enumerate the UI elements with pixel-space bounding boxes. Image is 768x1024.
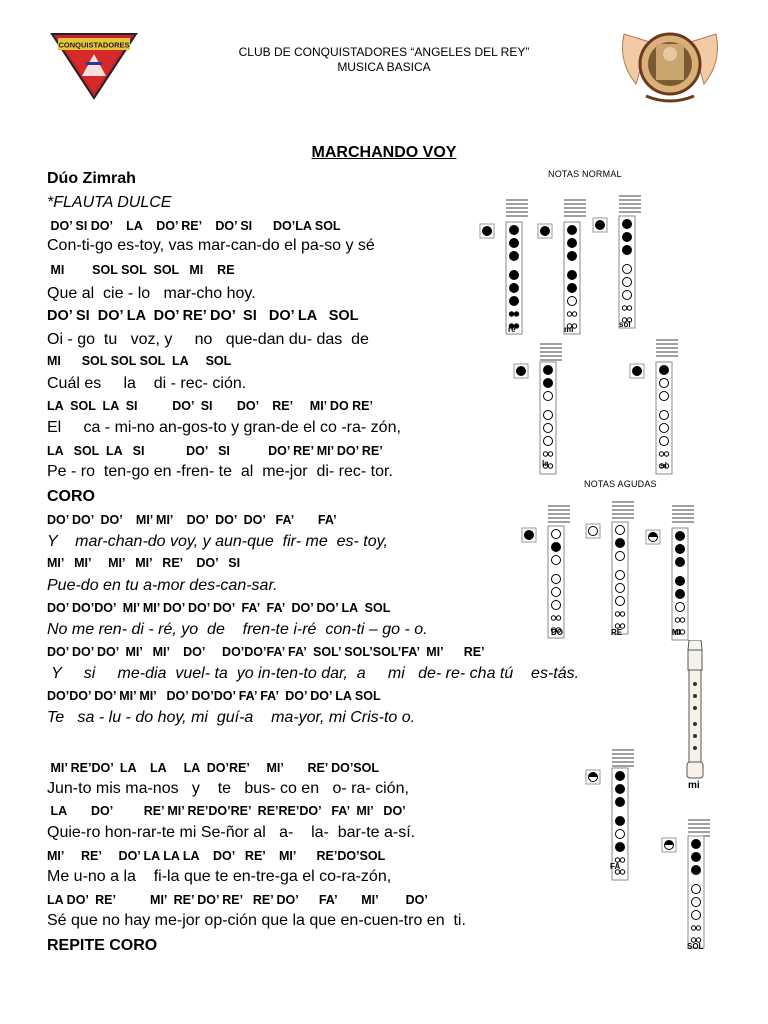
finger-hole [660, 379, 669, 388]
small-hole [622, 306, 626, 310]
thumb-hole [517, 367, 526, 376]
thumb-hole [633, 367, 642, 376]
finger-hole [616, 785, 625, 794]
small-hole [620, 858, 624, 862]
finger-hole [510, 252, 519, 261]
finger-hole [616, 817, 625, 826]
finger-hole [623, 265, 632, 274]
finger-hole [616, 798, 625, 807]
small-hole [543, 452, 547, 456]
notes-line: LA DO’ RE’ MI’ RE’DO’RE’ RE’RE’DO’ FA’ MI’ DO’ [47, 804, 406, 818]
finger-hole [692, 898, 701, 907]
finger-hole [544, 437, 553, 446]
recorder-flute-image [683, 640, 707, 780]
finger-hole [676, 590, 685, 599]
finger-hole [623, 220, 632, 229]
finger-hole [616, 571, 625, 580]
finger-hole [568, 226, 577, 235]
fingering-label: re [508, 325, 516, 334]
finger-hole [676, 577, 685, 586]
small-hole [615, 612, 619, 616]
finger-hole [616, 539, 625, 548]
angeles-del-rey-logo [616, 14, 724, 106]
header-line-1: CLUB DE CONQUISTADORES “ANGELES DEL REY” [238, 45, 530, 59]
lyric-line: Jun-to mis ma-nos y te bus- co en o- ra- ción, [47, 780, 409, 797]
small-hole [509, 312, 513, 316]
finger-hole [544, 424, 553, 433]
finger-hole [623, 278, 632, 287]
notes-line: MI SOL SOL SOL LA SOL [47, 354, 232, 368]
lyric-line: Me u-no a la fi-la que te en-tre-ga el co-ra-zón, [47, 868, 392, 885]
finger-hole [568, 284, 577, 293]
lyric-line: Te sa - lu - do hoy, mi guí-a ma-yor, mi Cris-to o. [47, 709, 416, 726]
finger-hole [552, 530, 561, 539]
finger-hole [676, 558, 685, 567]
finger-hole [660, 411, 669, 420]
lyric-line: Y si me-dia vuel- ta yo in-ten-to dar, a mi de- re- cha tú es-tás. [47, 665, 580, 682]
thumb-hole [541, 227, 550, 236]
coro-heading: CORO [47, 488, 95, 505]
finger-hole [544, 366, 553, 375]
finger-hole [552, 543, 561, 552]
finger-hole [510, 271, 519, 280]
finger-hole [623, 233, 632, 242]
svg-text:CONQUISTADORES: CONQUISTADORES [58, 40, 130, 50]
finger-hole [510, 239, 519, 248]
notes-line: LA SOL LA SI DO’ SI DO’ RE’ MI’ DO’ RE’ [47, 444, 383, 458]
small-hole [567, 312, 571, 316]
finger-hole [692, 885, 701, 894]
finger-hole [692, 866, 701, 875]
finger-hole [676, 532, 685, 541]
lyric-line: El ca - mi-no an-gos-to y gran-de el co -ra- zón, [47, 419, 401, 436]
fingering-label: si [660, 461, 667, 470]
finger-hole [616, 597, 625, 606]
finger-hole [692, 853, 701, 862]
finger-hole [544, 411, 553, 420]
finger-hole [552, 601, 561, 610]
lyric-line: Pue-do en tu a-mor des-can-sar. [47, 577, 278, 594]
fingering-label: RE [611, 628, 623, 637]
finger-hole [568, 252, 577, 261]
finger-hole [616, 830, 625, 839]
notes-line: DO’ DO’ DO’ MI’ MI’ DO’ DO’ DO’ FA’ FA’ [47, 513, 337, 527]
song-title: MARCHANDO VOY [311, 144, 457, 161]
lyric-line: Quie-ro hon-rar-te mi Se-ñor al a- la- bar-te a-sí. [47, 824, 416, 841]
finger-hole [552, 575, 561, 584]
notes-line: MI’ RE’DO’ LA LA LA DO’RE’ MI’ RE’ DO’SOL [47, 761, 379, 775]
small-hole [696, 926, 700, 930]
finger-hole [623, 246, 632, 255]
small-hole [664, 452, 668, 456]
finger-hole [676, 603, 685, 612]
small-hole [680, 630, 684, 634]
notes-line: DO’ SI DO’ LA DO’ RE’ DO’ SI DO’ LA SOL [47, 308, 359, 324]
finger-hole [568, 239, 577, 248]
fingering-diagrams [470, 180, 768, 980]
finger-hole [660, 437, 669, 446]
instrument: *FLAUTA DULCE [47, 194, 172, 211]
svg-text:CLUB: CLUB [112, 80, 129, 86]
finger-hole [544, 379, 553, 388]
notes-line: LA SOL LA SI DO’ SI DO’ RE’ MI’ DO RE’ [47, 399, 373, 413]
repite-coro-heading: REPITE CORO [47, 937, 158, 954]
finger-hole [692, 911, 701, 920]
finger-hole [660, 424, 669, 433]
thumb-hole [483, 227, 492, 236]
header-line-2: MUSICA BASICA [337, 60, 431, 74]
finger-hole [623, 291, 632, 300]
lyric-line: No me ren- di - ré, yo de fren-te i-ré con-ti – go - o. [47, 621, 428, 638]
lyric-line: Y mar-chan-do voy, y aun-que fir- me es- toy, [47, 533, 388, 550]
finger-hole [544, 392, 553, 401]
finger-hole [552, 588, 561, 597]
finger-hole [616, 772, 625, 781]
thumb-hole [589, 527, 598, 536]
small-hole [620, 870, 624, 874]
author: Dúo Zimrah [47, 170, 136, 187]
finger-hole [510, 284, 519, 293]
small-hole [659, 452, 663, 456]
small-hole [675, 618, 679, 622]
fingering-label: FA [610, 862, 621, 871]
fingering-label: la [542, 459, 549, 468]
lyric-line: Cuál es la di - rec- ción. [47, 375, 247, 392]
lyric-line: Que al cie - lo mar-cho hoy. [47, 285, 256, 302]
finger-hole [676, 545, 685, 554]
finger-hole [552, 556, 561, 565]
notes-line: LA DO’ RE’ MI’ RE’ DO’ RE’ RE’ DO’ FA’ MI’ DO’ [47, 893, 428, 907]
finger-hole [568, 297, 577, 306]
small-hole [556, 616, 560, 620]
notes-line: DO’DO’ DO’ MI’ MI’ DO’ DO’DO’ FA’ FA’ DO’ DO’ LA SOL [47, 689, 381, 703]
finger-hole [660, 392, 669, 401]
lyric-line: Sé que no hay me-jor op-ción que la que en-cuen-tro en ti. [47, 912, 466, 929]
small-hole [620, 612, 624, 616]
fingering-label: sol [619, 320, 631, 329]
finger-hole [692, 840, 701, 849]
notes-line: MI’ MI’ MI’ MI’ RE’ DO’ SI [47, 556, 241, 570]
small-hole [548, 452, 552, 456]
small-hole [627, 306, 631, 310]
notes-line: MI SOL SOL SOL MI RE [47, 263, 235, 277]
finger-hole [616, 584, 625, 593]
small-hole [551, 616, 555, 620]
thumb-hole [525, 531, 534, 540]
lyric-line: Oi - go tu voz, y no que-dan du- das de [47, 331, 369, 348]
notes-line: DO’ DO’DO’ MI’ MI’ DO’ DO’ DO’ FA’ FA’ DO’ DO’ LA SOL [47, 601, 391, 615]
small-hole [572, 312, 576, 316]
notes-line: MI’ RE’ DO’ LA LA LA DO’ RE’ MI’ RE’DO’SOL [47, 849, 386, 863]
notes-line: DO’ SI DO’ LA DO’ RE’ DO’ SI DO’LA SOL [47, 219, 341, 233]
small-hole [680, 618, 684, 622]
finger-hole [616, 843, 625, 852]
lyric-line: Con-ti-go es-toy, vas mar-can-do el pa-so y sé [47, 237, 375, 254]
lyric-line: Pe - ro ten-go en -fren- te al me-jor di- rec- tor. [47, 463, 393, 480]
finger-hole [510, 297, 519, 306]
finger-hole [568, 271, 577, 280]
notes-line: DO’ DO’ DO’ MI’ MI’ DO’ DO’DO’FA’ FA’ SOL’ SOL’SOL’FA’ MI’ RE’ [47, 645, 485, 659]
fingering-label: SOL [687, 942, 704, 951]
small-hole [514, 312, 518, 316]
fingering-label: MI [672, 628, 681, 637]
finger-hole [616, 526, 625, 535]
finger-hole [660, 366, 669, 375]
fingering-label: mi [688, 780, 700, 791]
notas-normal-title: NOTAS NORMAL [548, 169, 622, 179]
fingering-label: mi [564, 325, 574, 334]
finger-hole [510, 226, 519, 235]
notas-agudas-title: NOTAS AGUDAS [584, 479, 657, 489]
small-hole [691, 926, 695, 930]
fingering-label: DO [551, 628, 563, 637]
finger-hole [616, 552, 625, 561]
thumb-hole [596, 221, 605, 230]
